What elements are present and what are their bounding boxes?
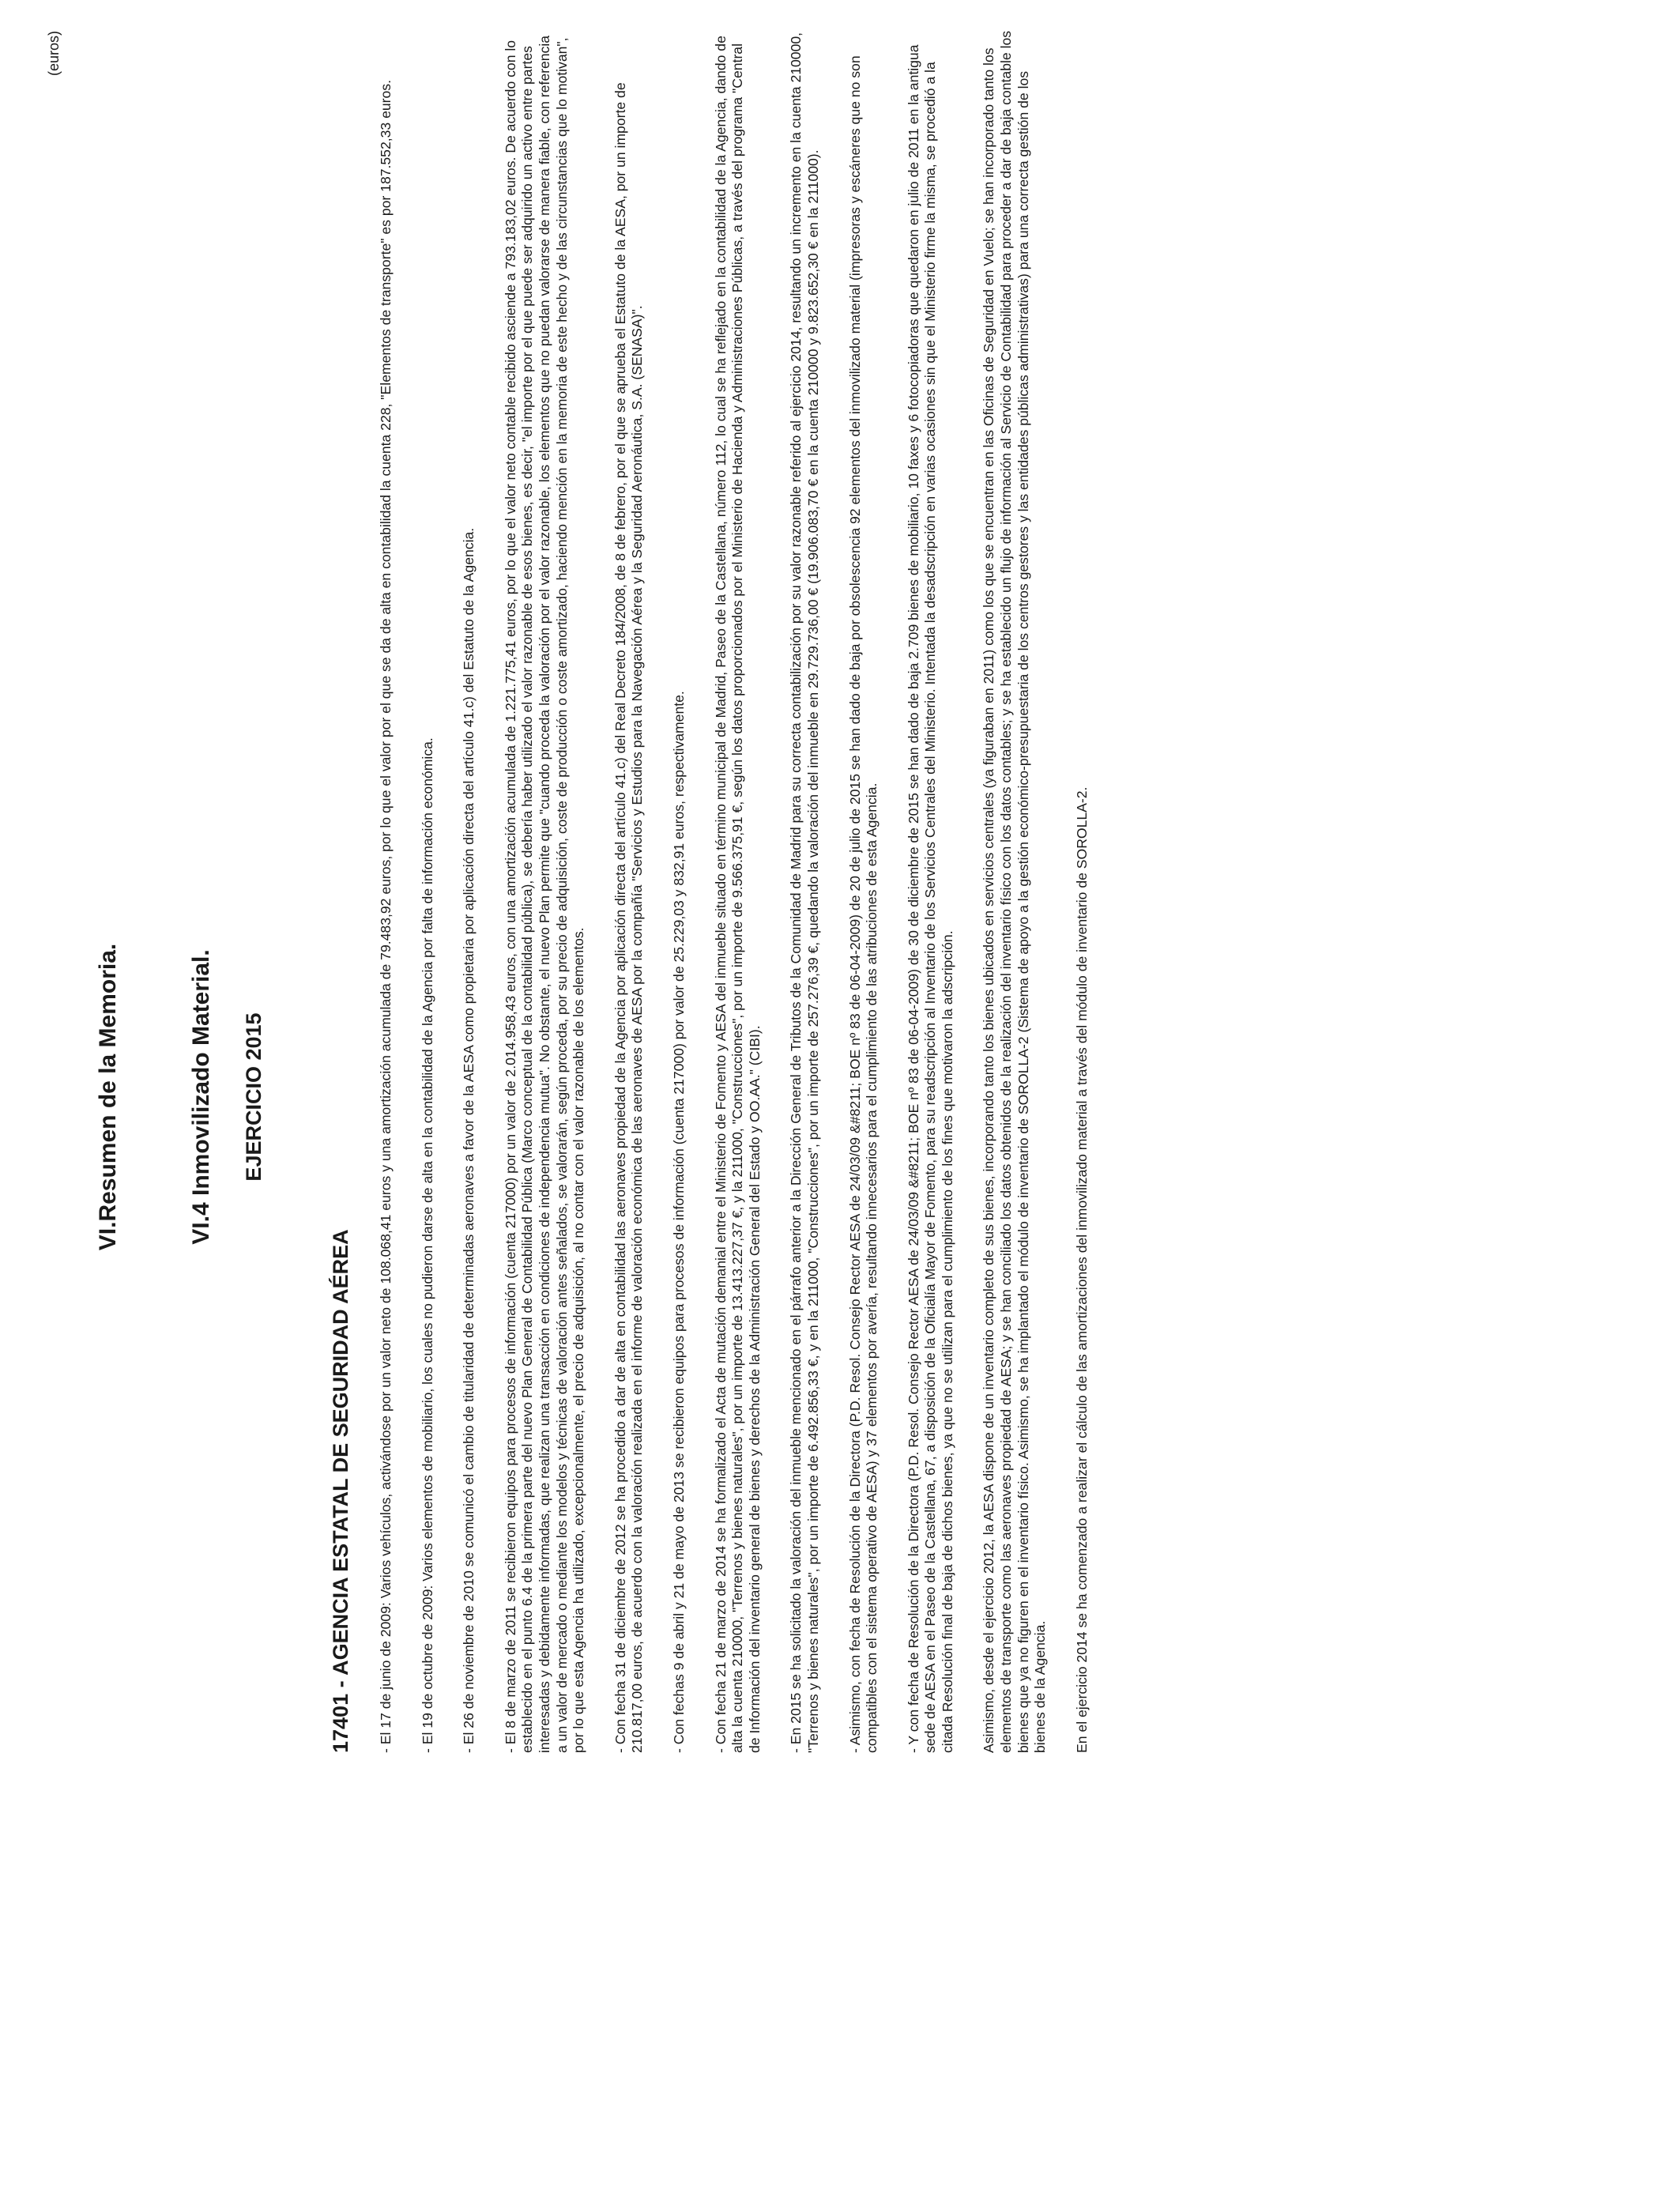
note-paragraph-2011-it-equipment: - El 8 de marzo de 2011 se recibieron equipos para procesos de información (cuenta 217000) por un valor de 2.014.958,43 euros, con una amortización acumulada de 1.221.775,41 euros, por lo que el valor neto contable recibido asciende a 793.183,02 euros. De acuerdo con lo establecido en el punto 6.4 de la primera parte del nuevo Plan General de Contabilidad Pública (Marco conceptual de la contabilidad pública), se debería haber utilizado el valor razonable de esos bienes, es decir, "el importe por el que puede ser adquirido un activo entre partes interesadas y debidamente informadas, que realizan una transacción en condiciones de independencia mutua". No obstante, el nuevo Plan permite que "cuando proceda la valoración por el valor razonable, los elementos que no puedan valorarse de manera fiable, con referencia a un valor de mercado o mediante los modelos y técnicas de valoración antes señalados, se valorarán, según proceda, por su precio de adquisición, coste de producción o coste amortizado, haciendo mención en la memoria de este hecho y de las circunstancias que lo motivan", por lo que esta Agencia ha utilizado, excepcionalmente, el precio de adquisición, al no contar con el valor razonable de los elementos. xyxy=(502,35,587,1753)
organization-title: 17401 - AGENCIA ESTATAL DE SEGURIDAD AÉREA xyxy=(329,1229,352,1753)
currency-units-label: (euros) xyxy=(46,30,62,76)
notes-body xyxy=(378,30,1115,1753)
section-title: VI.Resumen de la Memoria. xyxy=(95,943,121,1251)
note-paragraph-2009-vehicles: - El 17 de junio de 2009: Varios vehículos, activándose por un valor neto de 108.068,41 euros y una amortización acumulada de 79.483,92 euros, por lo que el valor por el que se da de alta en contabilidad la cuenta 228, "Elementos de transporte" es por 187.552,33 euros. xyxy=(378,80,394,1753)
note-paragraph-2012-aircraft: - Con fecha 31 de diciembre de 2012 se ha procedido a dar de alta en contabilidad las aeronaves propiedad de la Agencia por aplicación directa del artículo 41.c) del Real Decreto 184/2008, de 8 de febrero, por el que se aprueba el Estatuto de la AESA, por un importe de 210.817,00 euros, de acuerdo con la valoración realizada en el informe de valoración económica de las aeronaves de AESA por la compañía "Servicios y Estudios para la Navegación Aérea y la Seguridad Aeronáutica, S.A. (SENASA)". xyxy=(612,82,646,1753)
note-paragraph-2009-furniture: - El 19 de octubre de 2009: Varios elementos de mobiliario, los cuales no pudieron darse de alta en la contabilidad de la Agencia por falta de información económica. xyxy=(419,737,435,1753)
note-paragraph-2015-valuation: - En 2015 se ha solicitado la valoración del inmueble mencionado en el párrafo anterior a la Dirección General de Tributos de la Comunidad de Madrid para su correcta contabilización por su valor razonable referido al ejercicio 2014, resultando un incremento en la cuenta 210000, "Terrenos y bienes naturales", por un importe de 6.492.856,33 €, y en la 211000, "Construcciones", por un importe de 257.276,39 €, quedando la valoración del inmueble en 29.729.736,00 € (19.906.083,70 € en la cuenta 210000 y 9.823.652,30 € en la 211000). xyxy=(788,32,821,1753)
note-paragraph-inventory: Asimismo, desde el ejercicio 2012, la AESA dispone de un inventario completo de sus bienes, incorporando tanto los bienes ubicados en servicios centrales (ya figuraban en 2011) como los que se encuentran en las Oficinas de Seguridad en Vuelo; se han incorporado tanto los elementos de transporte como las aeronaves propiedad de AESA; y se han conciliado los datos obtenidos de la realización del inventario físico con los datos contables; y se ha establecido un flujo de información al Servicio de Contabilidad para proceder a dar de baja contable los bienes que ya no figuren en el inventario físico. Asimismo, se ha implantado el módulo de inventario de SOROLLA-2 (Sistema de apoyo a la gestión económico-presupuestaria de los centros gestores y las entidades públicas administrativas) para una correcta gestión de los bienes de la Agencia. xyxy=(981,30,1049,1753)
note-paragraph-amortization: En el ejercicio 2014 se ha comenzado a realizar el cálculo de las amortizaciones del inmovilizado material a través del módulo de inventario de SOROLLA-2. xyxy=(1073,786,1090,1753)
note-paragraph-2015-disposals: - Y con fecha de Resolución de la Directora (P.D. Resol. Consejo Rector AESA de 24/03/09 &#8211; BOE nº 83 de 06-04-2009) de 30 de diciembre de 2015 se han dado de baja 2.709 bienes de mobiliario, 10 faxes y 6 fotocopiadoras que quedaron en julio de 2011 en la antigua sede de AESA en el Paseo de la Castellana, 67, a disposición de la Oficialía Mayor de Fomento, para su readscripción al Inventario de los Servicios Centrales del Ministerio. Intentada la desadscripción en varias ocasiones sin que el Ministerio firme la misma, se procedió a la citada Resolución final de baja de dichos bienes, ya que no se utilizan para el cumplimiento de los fines que motivaron la adscripción. xyxy=(905,44,955,1753)
fiscal-year-title: EJERCICIO 2015 xyxy=(242,1012,266,1182)
note-paragraph-2013-it-equipment: - Con fechas 9 de abril y 21 de mayo de 2013 se recibieron equipos para procesos de información (cuenta 217000) por valor de 25.229,03 y 832,91 euros, respectivamente. xyxy=(670,691,687,1753)
subsection-title: VI.4 Inmovilizado Material. xyxy=(188,949,214,1245)
note-paragraph-2010-aircraft: - El 26 de noviembre de 2010 se comunicó el cambio de titularidad de determinadas aeronaves a favor de la AESA como propietaria por aplicación directa del artículo 41.c) del Estatuto de la Agencia. xyxy=(461,527,477,1753)
note-paragraph-2014-building: - Con fecha 21 de marzo de 2014 se ha formalizado el Acta de mutación demanial entre el Ministerio de Fomento y AESA del inmueble situado en término municipal de Madrid, Paseo de la Castellana, número 112, lo cual se ha reflejado en la contabilidad de la Agencia, dando de alta la cuenta 210000, "Terrenos y bienes naturales", por un importe de 13.413.227,37 €, y la 211000, "Construcciones", por un importe de 9.566.375,91 €, según los datos proporcionados por el Ministerio de Hacienda y Administraciones Públicas, a través del programa "Central de Información del inventario general de bienes y derechos de la Administración General del Estado y OO.AA." (CIBI). xyxy=(712,36,763,1753)
note-paragraph-2015-obsolescence: - Asimismo, con fecha de Resolución de la Directora (P.D. Resol. Consejo Rector AESA de 24/03/09 &#8211; BOE nº 83 de 06-04-2009) de 20 de julio de 2015 se han dado de baja por obsolescencia 92 elementos del inmovilizado material (impresoras y escáneres que no son compatibles con el sistema operativo de AESA) y 37 elementos por avería, resultando innecesarios para el cumplimiento de las atribuciones de esta Agencia. xyxy=(846,55,880,1753)
